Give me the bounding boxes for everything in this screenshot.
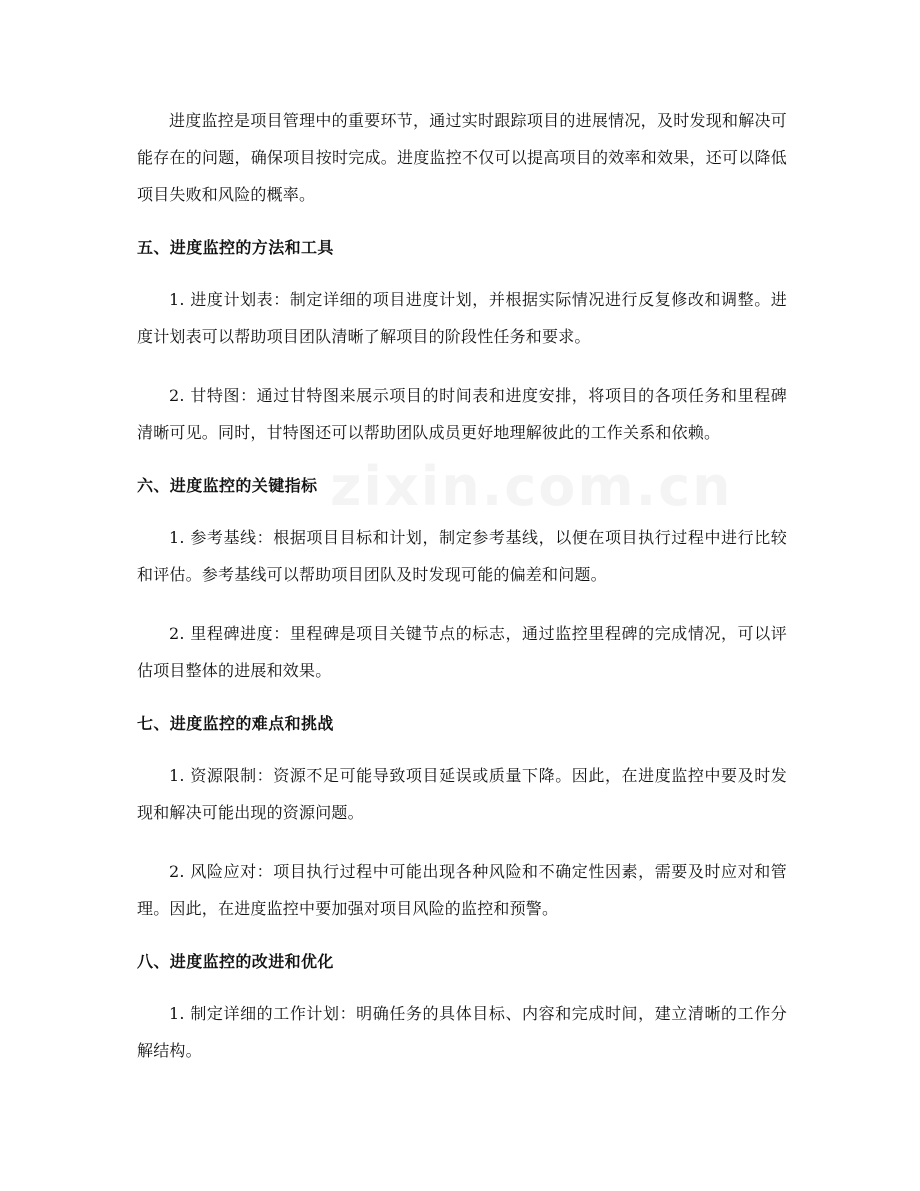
section-6-item-2: 2. 里程碑进度：里程碑是项目关键节点的标志，通过监控里程碑的完成情况，可以评估项目整体的进展和效果。: [137, 624, 787, 680]
section-5-item-2: 2. 甘特图：通过甘特图来展示项目的时间表和进度安排，将项目的各项任务和里程碑清晰可见。同时，甘特图还可以帮助团队成员更好地理解彼此的工作关系和依赖。: [137, 386, 787, 442]
section-heading-8: 八、进度监控的改进和优化: [137, 952, 334, 971]
section-5-item-1: 1. 进度计划表：制定详细的项目进度计划，并根据实际情况进行反复修改和调整。进度计划表可以帮助项目团队清晰了解项目的阶段性任务和要求。: [137, 290, 787, 346]
section-heading-6: 六、进度监控的关键指标: [137, 476, 318, 495]
section-heading-7: 七、进度监控的难点和挑战: [137, 714, 334, 733]
section-heading-5: 五、进度监控的方法和工具: [137, 238, 334, 257]
intro-paragraph: 进度监控是项目管理中的重要环节，通过实时跟踪项目的进展情况，及时发现和解决可能存在的问题，确保项目按时完成。进度监控不仅可以提高项目的效率和效果，还可以降低项目失败和风险的概率。: [137, 111, 787, 204]
section-8-item-1: 1. 制定详细的工作计划：明确任务的具体目标、内容和完成时间，建立清晰的工作分解结构。: [137, 1004, 787, 1060]
section-6-item-1: 1. 参考基线：根据项目目标和计划，制定参考基线，以便在项目执行过程中进行比较和评估。参考基线可以帮助项目团队及时发现可能的偏差和问题。: [137, 528, 787, 584]
section-7-item-1: 1. 资源限制：资源不足可能导致项目延误或质量下降。因此，在进度监控中要及时发现和解决可能出现的资源问题。: [137, 766, 787, 822]
section-7-item-2: 2. 风险应对：项目执行过程中可能出现各种风险和不确定性因素，需要及时应对和管理。因此，在进度监控中要加强对项目风险的监控和预警。: [137, 862, 787, 918]
document-body: [137, 102, 787, 1091]
